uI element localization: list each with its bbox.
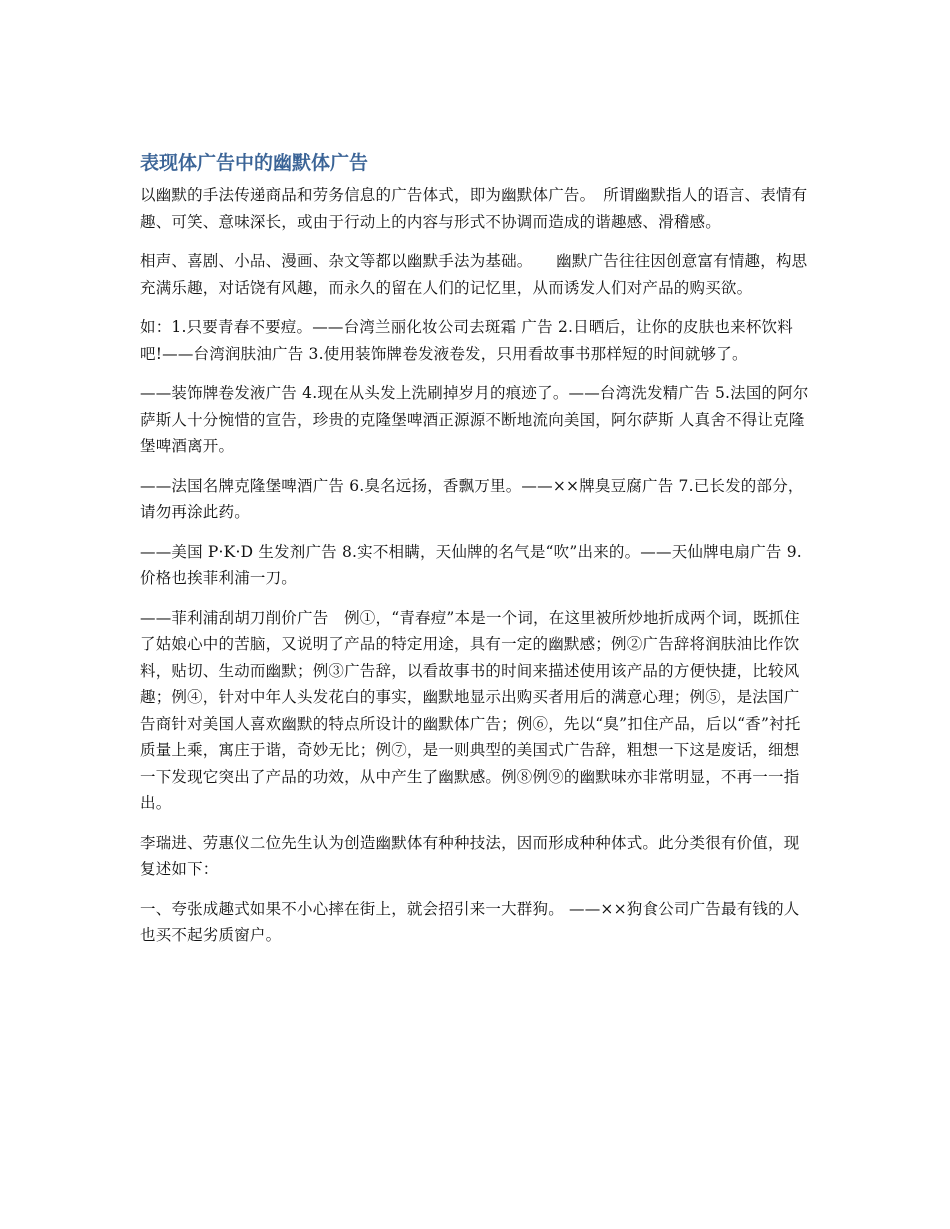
paragraph-examples-5-7: ——法国名牌克隆堡啤酒广告 6.臭名远扬，香飘万里。——××牌臭豆腐广告 7.已长发的部分，请勿再涂此药。 — [140, 476, 804, 521]
paragraph-examples-7-9: ——美国 P·K·D 生发剂广告 8.实不相瞒，天仙牌的名气是“吹”出来的。——天仙牌电扇广告 9.价格也挨菲利浦一刀。 — [140, 542, 802, 587]
paragraph-examples-1-3: 如：1.只要青春不要痘。——台湾兰丽化妆公司去斑霜 广告 2.日晒后，让你的皮肤也来杯饮料吧!——台湾润肤油广告 3.使用装饰牌卷发液卷发，只用看故事书那样短的时间就够了。 — [140, 318, 793, 363]
document-title: 表现体广告中的幽默体广告 — [140, 152, 369, 174]
paragraph-analysis: ——菲利浦刮胡刀削价广告 例①，“青春痘”本是一个词，在这里被所炒地折成两个词，既抓住了姑娘心中的苦脑，又说明了产品的特定用途，具有一定的幽默感；例②广告辞将润肤油比作饮料，贴切、生动而幽默；例③广告辞，以看故事书的时间来描述使用该产品的方便快捷，比较风趣；例④，针对中年人头发花白的事实，幽默地显示出购买者用后的满意心理；例⑤，是法国广告商针对美国人喜欢幽默的特点所设计的幽默体广告；例⑥，先以“臭”扣住产品，后以“香”衬托质量上乘，寓庄于谐，奇妙无比；例⑦，是一则典型的美国式广告辞，粗想一下这是废话，细想一下发现它突出了产品的功效，从中产生了幽默感。例⑧例⑨的幽默味亦非常明显，不再一一指出。 — [140, 608, 801, 812]
paragraph-examples-3-5: ——装饰牌卷发液广告 4.现在从头发上洗刷掉岁月的痕迹了。——台湾洗发精广告 5.法国的阿尔萨斯人十分惋惜的宣告，珍贵的克隆堡啤酒正源源不断地流向美国，阿尔萨斯 人真舍不得让克隆堡啤酒离开。 — [140, 384, 809, 455]
paragraph-classification: 李瑞进、劳惠仪二位先生认为创造幽默体有种种技法，因而形成种种体式。此分类很有价值，现复述如下： — [140, 833, 800, 878]
paragraph-intro: 以幽默的手法传递商品和劳务信息的广告体式，即为幽默体广告。 所谓幽默指人的语言、表情有趣、可笑、意味深长，或由于行动上的内容与形式不协调而造成的谐趣感、滑稽感。 — [140, 186, 808, 231]
paragraph-exaggeration-style: 一、夸张成趣式如果不小心摔在街上，就会招引来一大群狗。 ——××狗食公司广告最有钱的人也买不起劣质窗户。 — [140, 899, 800, 944]
paragraph-basis: 相声、喜剧、小品、漫画、杂文等都以幽默手法为基础。 幽默广告往往因创意富有情趣，构思充满乐趣，对话饶有风趣，而永久的留在人们的记忆里，从而诱发人们对产品的购买欲。 — [140, 252, 808, 297]
document-body — [140, 148, 812, 962]
